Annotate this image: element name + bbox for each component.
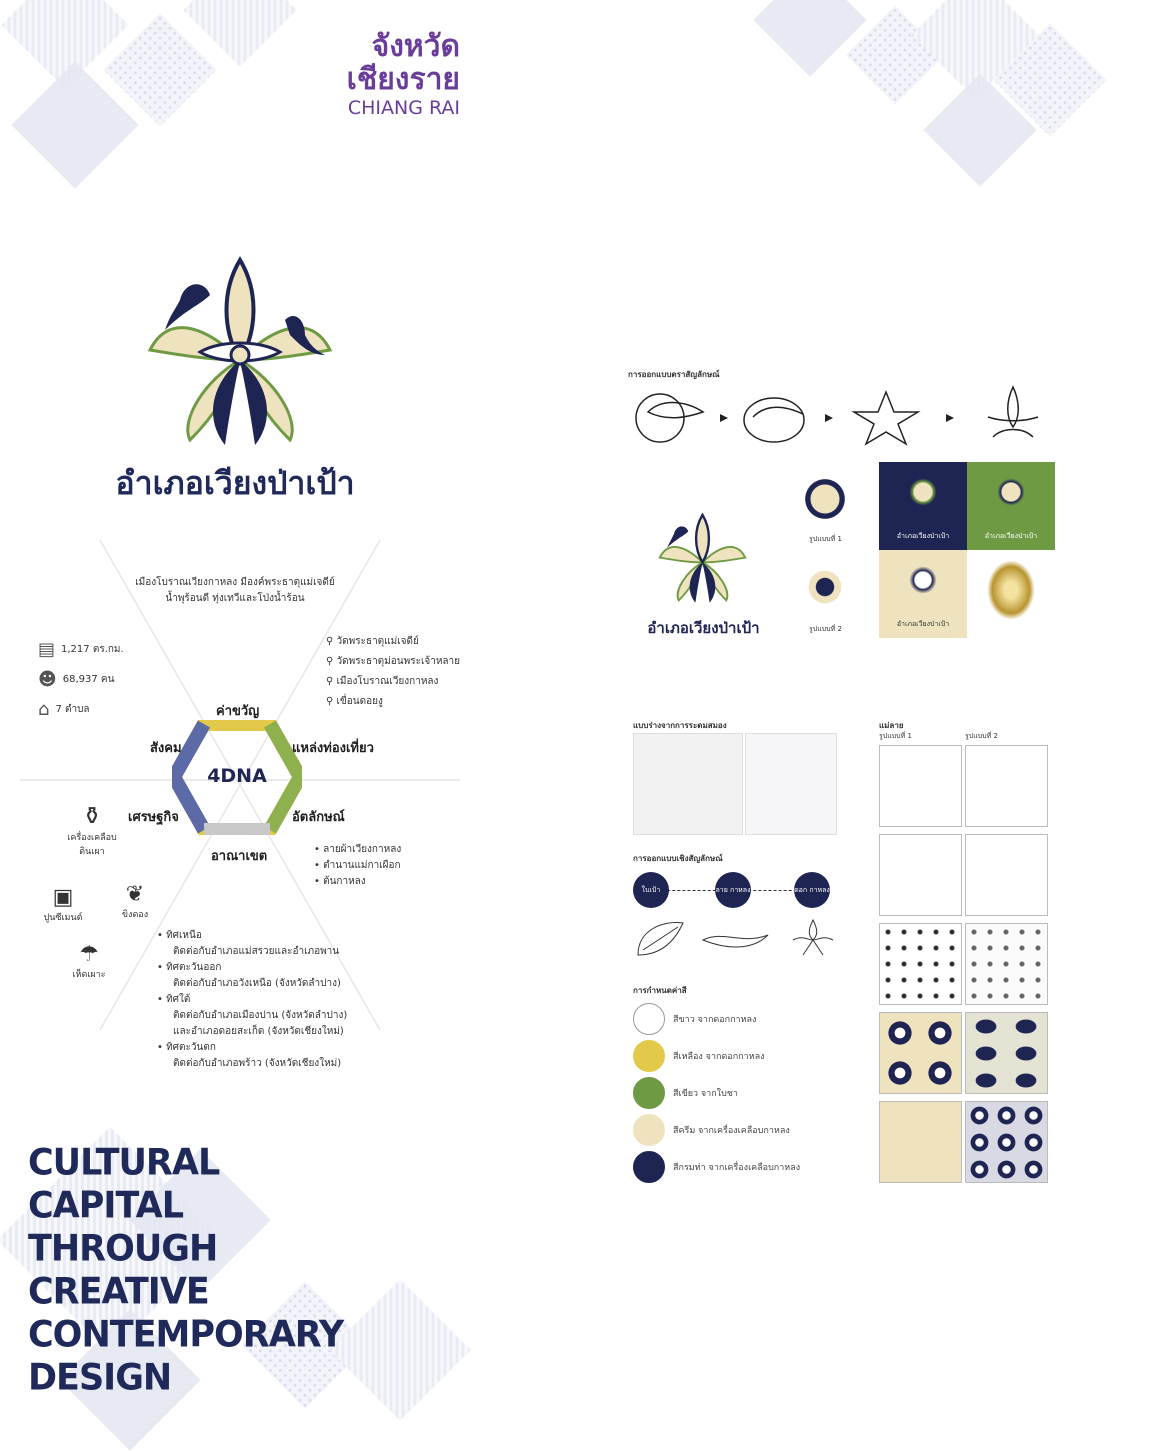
boundary-desc: ติดต่อกับอำเภอเมืองปาน (จังหวัดลำปาง) — [173, 1010, 348, 1021]
ginger-icon: ❦ — [125, 882, 145, 907]
tagline-line: CREATIVE — [28, 1271, 209, 1313]
map-icon: ▤ — [38, 638, 56, 660]
pattern-color-3 — [879, 1101, 962, 1183]
color-swatch — [633, 1151, 665, 1183]
tagline-line: THROUGH — [28, 1227, 218, 1270]
pottery-icon: ⚱ — [81, 802, 103, 830]
color-item: สีเหลือง จากดอกกาหลง — [633, 1037, 800, 1074]
attraction-item: ⚲ เขื่อนดอยงู — [326, 696, 383, 707]
people-icon: ☻ — [38, 668, 57, 690]
stat-population-value: 68,937 คน — [62, 673, 115, 685]
attraction-item: ⚲ วัดพระธาตุม่อนพระเจ้าหลาย — [326, 656, 461, 667]
stat-area-value: 1,217 ตร.กม. — [61, 643, 124, 655]
boundary-list — [157, 928, 347, 1072]
tagline-line: CULTURAL — [28, 1141, 220, 1184]
symbol-node: ดอก กาหลง — [794, 872, 830, 908]
summary-line-2: น้ำพุร้อนดี ทุ่งเทวีและโป่งน้ำร้อน — [165, 593, 305, 604]
color-swatch — [633, 1040, 665, 1072]
attraction-item: ⚲ วัดพระธาตุแม่เจดีย์ — [326, 636, 419, 647]
attraction-item: ⚲ เมืองโบราณเวียงกาหลง — [326, 676, 439, 687]
symbol-heading: การออกแบบเชิงสัญลักษณ์ — [633, 854, 723, 863]
boundary-desc: ติดต่อกับอำเภอแม่สรวยและอำเภอพาน — [173, 946, 340, 957]
pattern-color-2 — [965, 1012, 1048, 1094]
panel-label: อำเภอเวียงป่าเป้า — [984, 532, 1038, 540]
tagline-line: CONTEMPORARY — [28, 1314, 344, 1357]
boundary-desc: ติดต่อกับอำเภอพร้าว (จังหวัดเชียงใหม่) — [173, 1058, 342, 1069]
gold-logo-icon — [987, 560, 1035, 620]
pattern-v1-label: รูปแบบที่ 1 — [879, 732, 912, 740]
bg-pattern — [329, 1279, 470, 1420]
cement-bag-icon: ▣ — [52, 885, 74, 910]
dna-tourism-label: แหล่งท่องเที่ยว — [292, 741, 374, 756]
panel-label: อำเภอเวียงป่าเป้า — [896, 620, 950, 628]
stat-subdistrict — [38, 694, 124, 724]
panel-gold — [967, 550, 1055, 638]
bg-pattern — [753, 0, 866, 77]
pin-icon: ⚲ — [326, 656, 337, 667]
identity-list — [314, 842, 401, 890]
panel-label: อำเภอเวียงป่าเป้า — [896, 532, 950, 540]
color-swatch-list — [633, 1000, 800, 1185]
province-name-en: CHIANG RAI — [347, 97, 460, 119]
pattern-color-1 — [879, 1012, 962, 1094]
district-title: อำเภอเวียงป่าเป้า — [115, 464, 355, 502]
pin-icon: ⚲ — [326, 676, 337, 687]
province-header — [300, 30, 460, 120]
variant-1-logo — [800, 474, 850, 524]
symbol-node: ลาย กาหลง — [715, 872, 751, 908]
boundary-dir: • ทิศตะวันออก — [157, 962, 222, 973]
pattern-color-4 — [965, 1101, 1048, 1183]
colors-heading: การกำหนดค่าสี — [633, 986, 687, 995]
dna-value-label: ค่าขวัญ — [216, 704, 260, 719]
dna-territory-label: อาณาเขต — [211, 849, 268, 864]
mushroom-icon: ☂ — [79, 942, 99, 967]
logo-small — [655, 510, 750, 610]
summary-line-1: เมืองโบราณเวียงกาหลง มีองค์พระธาตุแม่เจดีย์ — [135, 577, 335, 588]
identity-item: • ต้นกาหลง — [314, 876, 366, 887]
boundary-dir: • ทิศตะวันตก — [157, 1042, 216, 1053]
dna-center-label: 4DNA — [207, 765, 267, 787]
tagline — [28, 1142, 343, 1400]
economy-item: ⚱ เครื่องเคลือบ ดินเผา — [62, 802, 122, 858]
panel-logo-icon — [907, 564, 939, 596]
symbol-node: ใบเป้า — [633, 872, 669, 908]
sketch-heading: แบบร่างจากการระดมสมอง — [633, 721, 727, 730]
pattern-line-2 — [965, 923, 1048, 1005]
boundary-dir: • ทิศใต้ — [157, 994, 191, 1005]
province-name-th-1: จังหวัด — [371, 29, 460, 64]
variant-2-logo — [800, 562, 850, 612]
pattern-grid-2 — [965, 745, 1048, 827]
house-icon: ⌂ — [38, 698, 50, 720]
pattern-v2-label: รูปแบบที่ 2 — [965, 732, 998, 740]
attractions-list — [326, 634, 460, 710]
pattern-grid-3 — [879, 834, 962, 916]
tagline-line: CAPITAL — [28, 1184, 183, 1227]
pattern-line-1 — [879, 923, 962, 1005]
panel-logo-icon — [995, 476, 1027, 508]
color-swatch — [633, 1003, 665, 1035]
district-logo — [140, 255, 340, 455]
variant-2-label: รูปแบบที่ 2 — [809, 625, 842, 633]
color-item: สีขาว จากดอกกาหลง — [633, 1000, 800, 1037]
province-name-th-2: เชียงราย — [346, 62, 460, 97]
sketch-image-1 — [633, 733, 743, 835]
identity-item: • ลายผ้าเวียงกาหลง — [314, 844, 402, 855]
pattern-grid-1 — [879, 745, 962, 827]
dna-society-label: สังคม — [150, 741, 182, 756]
stats-list — [38, 634, 124, 724]
pattern-grid-4 — [965, 834, 1048, 916]
dna-identity-label: อัตลักษณ์ — [292, 810, 345, 825]
pin-icon: ⚲ — [326, 636, 337, 647]
stat-subdistrict-value: 7 ตำบล — [55, 703, 90, 715]
dna-economy-label: เศรษฐกิจ — [128, 810, 179, 825]
economy-item: ❦ ขิงดอง — [110, 882, 160, 921]
logo-evolution — [628, 382, 1058, 452]
economy-item: ▣ ปูนซีเมนต์ — [38, 885, 88, 924]
boundary-dir: • ทิศเหนือ — [157, 930, 202, 941]
pin-icon: ⚲ — [326, 696, 337, 707]
panel-navy — [879, 462, 967, 550]
logo-design-heading: การออกแบบตราสัญลักษณ์ — [628, 370, 720, 379]
color-swatch — [633, 1114, 665, 1146]
pattern-heading: แม่ลาย — [879, 721, 904, 730]
tagline-line: DESIGN — [28, 1357, 172, 1400]
boundary-desc: และอำเภอดอยสะเก็ด (จังหวัดเชียงใหม่) — [173, 1026, 344, 1037]
economy-item: ☂ เห็ดเผาะ — [64, 942, 114, 981]
logo-caption: อำเภอเวียงป่าเป้า — [647, 619, 760, 637]
boundary-desc: ติดต่อกับอำเภอวังเหนือ (จังหวัดลำปาง) — [173, 978, 341, 989]
identity-item: • ตำนานแม่กาเผือก — [314, 860, 401, 871]
panel-green — [967, 462, 1055, 550]
variant-1-label: รูปแบบที่ 1 — [809, 535, 842, 543]
color-item: สีครีม จากเครื่องเคลือบกาหลง — [633, 1111, 800, 1148]
stat-area — [38, 634, 124, 664]
panel-cream — [879, 550, 967, 638]
panel-logo-icon — [907, 476, 939, 508]
color-swatch — [633, 1077, 665, 1109]
sketch-image-2 — [745, 733, 837, 835]
color-item: สีกรมท่า จากเครื่องเคลือบกาหลง — [633, 1148, 800, 1185]
color-item: สีเขียว จากใบชา — [633, 1074, 800, 1111]
stat-population — [38, 664, 124, 694]
symbol-drawings — [633, 915, 838, 960]
district-summary — [120, 575, 350, 607]
